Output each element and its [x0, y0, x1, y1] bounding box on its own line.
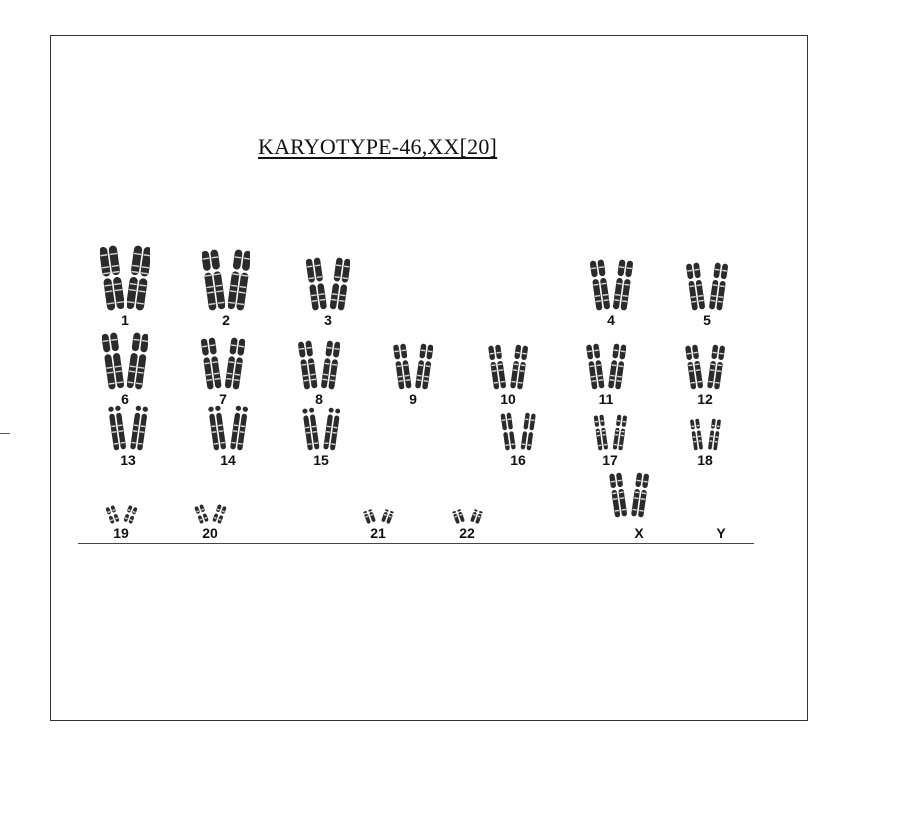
chromosome-pair-3: [306, 256, 350, 312]
chromosome-pair-x: [609, 471, 649, 519]
chromosome-7-homolog-2: [225, 336, 245, 391]
chromosome-pair-12: [685, 343, 725, 391]
chromosome-label: 22: [459, 525, 475, 541]
chromosome-1-homolog-1: [100, 244, 124, 312]
chromosome-19-homolog-1: [105, 504, 120, 525]
chromosome-label: 13: [120, 452, 136, 468]
chromosome-20-homolog-1: [194, 503, 209, 525]
chromosome-label: 16: [510, 452, 526, 468]
chromosome-8-homolog-2: [321, 339, 340, 391]
chromosome-11-homolog-1: [586, 342, 605, 391]
chromosome-pair-13: [108, 404, 148, 452]
chromosome-14-homolog-1: [208, 404, 226, 452]
chromosome-pair-15: [302, 406, 341, 452]
chromosome-pair-10: [488, 343, 528, 391]
chromosome-pair-4: [590, 258, 633, 312]
chromosome-label: Y: [716, 525, 726, 541]
chromosome-label: 6: [121, 391, 129, 407]
chromosome-17-homolog-1: [593, 413, 609, 452]
chromosome-x-homolog-2: [631, 471, 649, 519]
chromosome-21-homolog-2: [380, 508, 395, 525]
chromosome-pair-11: [586, 342, 626, 391]
chromosome-4-homolog-2: [613, 258, 633, 312]
chromosome-label: 18: [697, 452, 713, 468]
chromosome-pair-8: [298, 339, 340, 391]
chromosome-10-homolog-1: [488, 343, 506, 391]
chromosome-label: 15: [313, 452, 329, 468]
chromosome-15-homolog-2: [323, 406, 341, 452]
chromosome-label: 5: [703, 312, 711, 328]
chromosome-label: 4: [607, 312, 615, 328]
karyotype-title: KARYOTYPE-46,XX[20]: [258, 134, 498, 159]
chromosome-14-homolog-2: [230, 404, 248, 452]
chromosome-12-homolog-2: [707, 343, 725, 391]
chromosome-9-homolog-2: [415, 342, 434, 391]
chromosome-pair-21: [362, 508, 395, 525]
chromosome-label: 20: [202, 525, 218, 541]
chromosome-22-homolog-1: [451, 508, 466, 525]
chromosome-pair-16: [500, 411, 536, 452]
chromosome-16-homolog-2: [520, 411, 536, 452]
chromosome-5-homolog-2: [709, 261, 728, 312]
chromosome-pair-22: [451, 508, 484, 525]
chromosome-label: 7: [219, 391, 227, 407]
chromosome-pair-17: [593, 413, 628, 452]
chromosome-6-homolog-1: [102, 331, 124, 391]
chromosome-pair-20: [194, 503, 227, 525]
chromosome-10-homolog-2: [510, 343, 528, 391]
chromosome-6-homolog-2: [127, 331, 149, 391]
chromosome-18-homolog-1: [689, 417, 704, 452]
chromosome-19-homolog-2: [123, 504, 138, 525]
chromosome-label: 12: [697, 391, 713, 407]
chromosome-12-homolog-1: [685, 343, 703, 391]
chromosome-pair-9: [393, 342, 433, 391]
chromosome-label: X: [634, 525, 644, 541]
chromosome-15-homolog-1: [302, 406, 320, 452]
chromosome-pair-7: [201, 336, 245, 391]
chromosome-20-homolog-2: [212, 503, 227, 525]
chromosome-21-homolog-1: [362, 508, 377, 525]
chromosome-3-homolog-1: [306, 256, 327, 312]
chromosome-17-homolog-2: [612, 413, 628, 452]
chromosome-3-homolog-2: [330, 256, 351, 312]
chromosome-pair-14: [208, 404, 248, 452]
chromosome-label: 1: [121, 312, 129, 328]
chromosome-pair-18: [689, 417, 722, 452]
chromosome-13-homolog-1: [108, 404, 126, 452]
chromosome-4-homolog-1: [590, 258, 610, 312]
chromosome-pair-6: [102, 331, 148, 391]
karyogram-baseline: [78, 543, 754, 544]
chromosome-pair-2: [202, 248, 251, 312]
chromosome-5-homolog-1: [686, 261, 705, 312]
chromosome-label: 21: [370, 525, 386, 541]
chromosome-7-homolog-1: [201, 336, 221, 391]
chromosome-11-homolog-2: [608, 342, 627, 391]
chromosome-x-homolog-1: [609, 471, 627, 519]
chromosome-label: 14: [220, 452, 236, 468]
chromosome-9-homolog-1: [393, 342, 412, 391]
chromosome-2-homolog-2: [228, 248, 251, 312]
chromosome-pair-19: [105, 504, 138, 525]
chromosome-label: 3: [324, 312, 332, 328]
chromosome-18-homolog-2: [707, 417, 722, 452]
chromosome-label: 9: [409, 391, 417, 407]
chromosome-label: 10: [500, 391, 516, 407]
chromosome-label: 8: [315, 391, 323, 407]
chromosome-8-homolog-1: [298, 339, 317, 391]
chromosome-pair-5: [686, 261, 727, 312]
chromosome-label: 11: [598, 391, 614, 407]
chromosome-pair-1: [100, 244, 151, 312]
chromosome-13-homolog-2: [130, 404, 148, 452]
chromosome-label: 17: [602, 452, 618, 468]
chromosome-label: 2: [222, 312, 230, 328]
chromosome-16-homolog-1: [500, 411, 516, 452]
chromosome-22-homolog-2: [469, 508, 484, 525]
chromosome-1-homolog-2: [127, 244, 151, 312]
chromosome-2-homolog-1: [202, 248, 225, 312]
chromosome-label: 19: [113, 525, 129, 541]
